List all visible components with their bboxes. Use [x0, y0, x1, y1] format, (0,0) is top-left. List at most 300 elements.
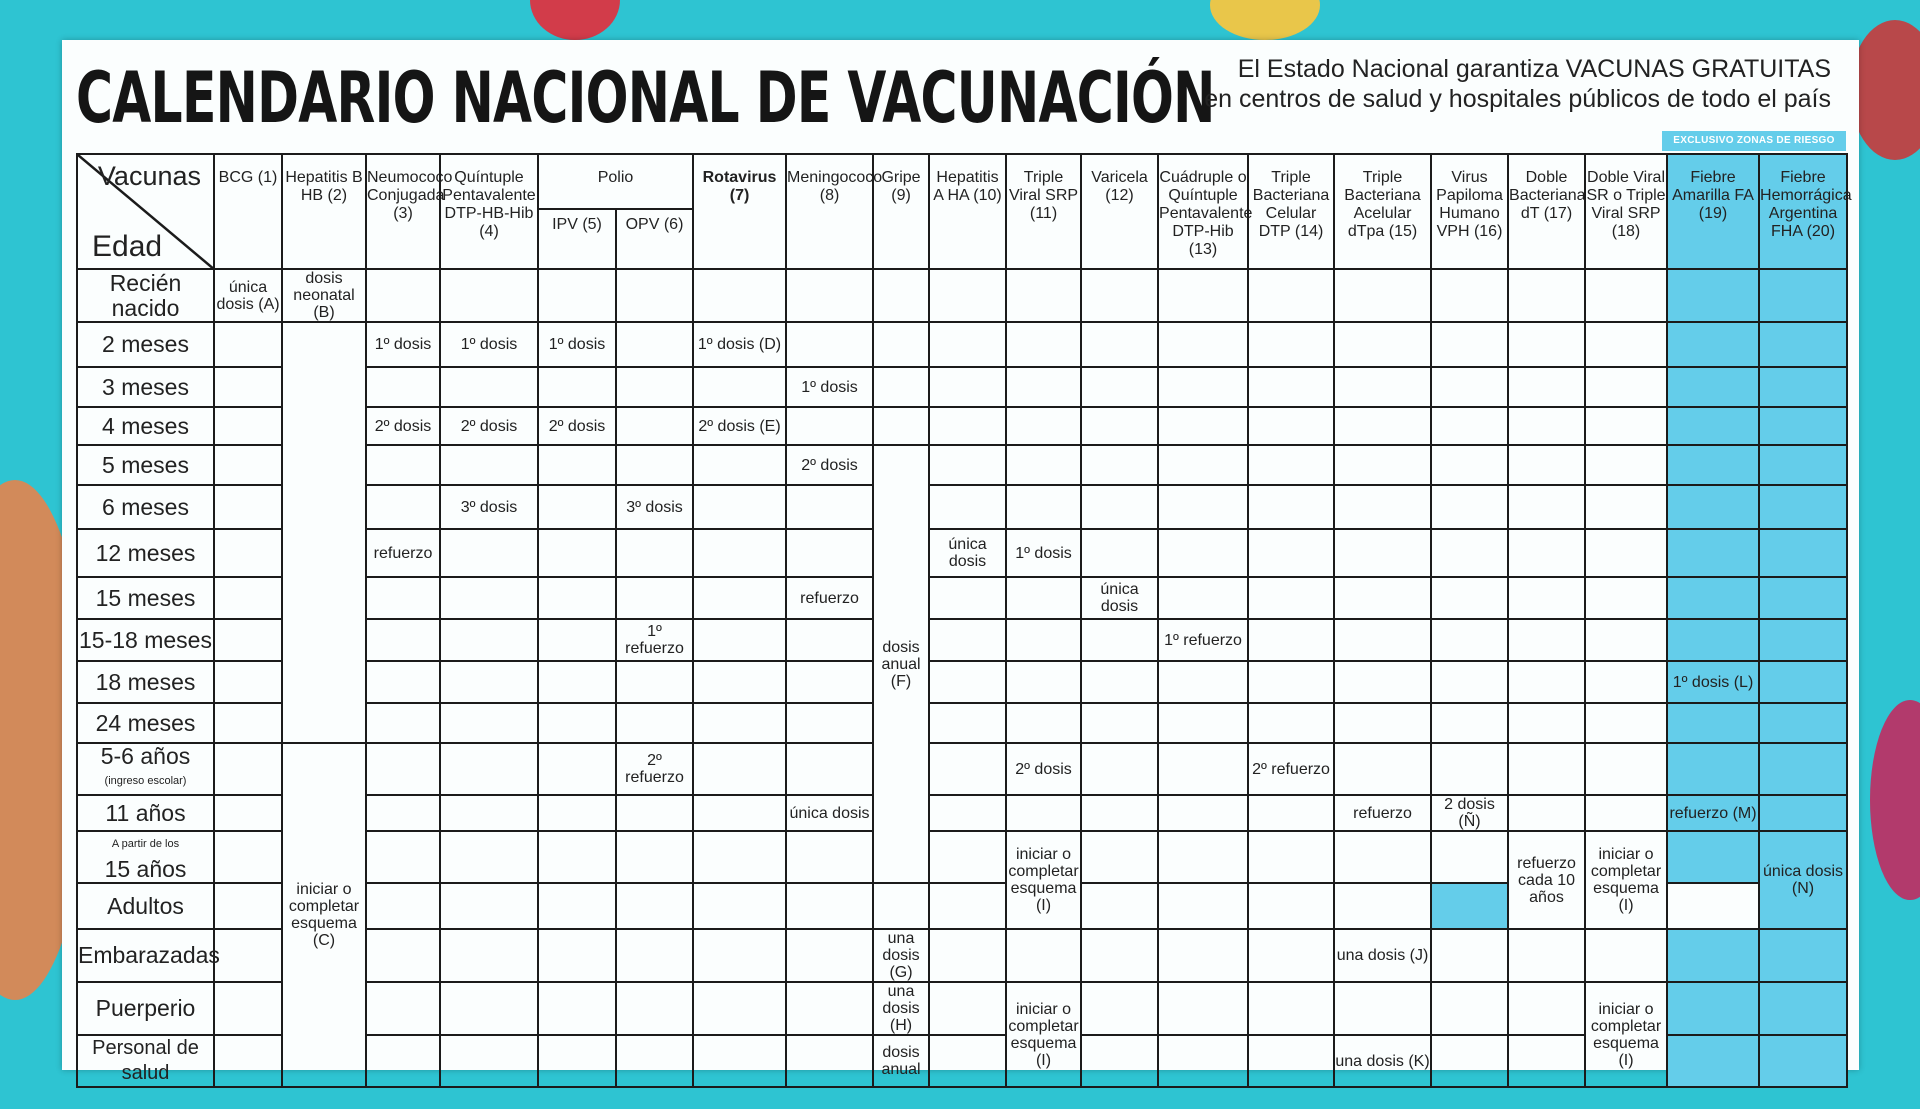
empty-cell	[929, 929, 1006, 982]
page-title: CALENDARIO NACIONAL DE VACUNACIÓN	[76, 57, 1215, 139]
empty-cell	[786, 269, 873, 322]
empty-cell	[440, 831, 538, 883]
empty-cell	[1508, 269, 1585, 322]
empty-cell	[440, 529, 538, 577]
age-label: 15 meses	[77, 577, 214, 619]
age-label: 2 meses	[77, 322, 214, 367]
empty-cell	[1759, 795, 1847, 831]
empty-cell	[1248, 831, 1334, 883]
empty-cell	[1006, 795, 1081, 831]
empty-cell	[1006, 929, 1081, 982]
empty-cell	[1158, 529, 1248, 577]
empty-cell	[366, 703, 440, 743]
empty-cell	[1431, 703, 1508, 743]
empty-cell	[440, 269, 538, 322]
empty-cell	[929, 661, 1006, 703]
table-row	[77, 322, 1847, 367]
dose-cell: 2º dosis	[366, 407, 440, 445]
empty-cell	[214, 485, 282, 529]
empty-cell	[929, 269, 1006, 322]
empty-cell	[214, 322, 282, 367]
subtitle-line-1: El Estado Nacional garantiza VACUNAS GRATUITAS	[1237, 55, 1831, 83]
header-gripe: Gripe (9)	[873, 154, 929, 269]
dose-cell: 2º dosis	[1006, 743, 1081, 795]
empty-cell	[214, 1035, 282, 1087]
empty-cell	[366, 831, 440, 883]
dose-cell: dosis anual (F)	[873, 445, 929, 883]
dose-cell: una dosis (J)	[1334, 929, 1431, 982]
header-hepb: Hepatitis B HB (2)	[282, 154, 366, 269]
dose-cell: única dosis	[1081, 577, 1158, 619]
empty-cell	[214, 831, 282, 883]
empty-cell	[693, 485, 786, 529]
empty-cell	[786, 529, 873, 577]
empty-cell	[693, 269, 786, 322]
empty-cell	[786, 661, 873, 703]
header-fiebre-hemorragica: Fiebre Hemorrágica Argentina FHA (20)	[1759, 154, 1847, 269]
empty-cell	[1006, 703, 1081, 743]
empty-cell	[214, 407, 282, 445]
empty-cell	[282, 322, 366, 743]
age-label: 11 años	[77, 795, 214, 831]
empty-cell	[1431, 883, 1508, 929]
empty-cell	[1248, 883, 1334, 929]
empty-cell	[693, 1035, 786, 1087]
vaccination-table-wrap	[76, 153, 1852, 1084]
empty-cell	[1158, 831, 1248, 883]
empty-cell	[538, 883, 616, 929]
empty-cell	[1667, 619, 1759, 661]
empty-cell	[214, 529, 282, 577]
empty-cell	[366, 982, 440, 1035]
empty-cell	[1759, 407, 1847, 445]
empty-cell	[929, 322, 1006, 367]
empty-cell	[1759, 269, 1847, 322]
empty-cell	[1431, 322, 1508, 367]
empty-cell	[214, 703, 282, 743]
empty-cell	[1585, 743, 1667, 795]
empty-cell	[1081, 269, 1158, 322]
empty-cell	[1158, 883, 1248, 929]
empty-cell	[1334, 577, 1431, 619]
empty-cell	[1431, 407, 1508, 445]
empty-cell	[1585, 407, 1667, 445]
empty-cell	[1585, 929, 1667, 982]
empty-cell	[786, 322, 873, 367]
empty-cell	[1431, 269, 1508, 322]
dose-cell: dosis anual	[873, 1035, 929, 1087]
empty-cell	[929, 743, 1006, 795]
dose-cell: 3º dosis	[440, 485, 538, 529]
empty-cell	[366, 883, 440, 929]
empty-cell	[929, 1035, 1006, 1087]
empty-cell	[1667, 407, 1759, 445]
empty-cell	[1006, 661, 1081, 703]
dose-cell: 2 dosis (Ñ)	[1431, 795, 1508, 831]
header-quintuple: Quíntuple Pentavalente DTP-HB-Hib (4)	[440, 154, 538, 269]
header-bcg: BCG (1)	[214, 154, 282, 269]
empty-cell	[1334, 982, 1431, 1035]
age-label	[77, 831, 214, 883]
empty-cell	[1081, 743, 1158, 795]
empty-cell	[1334, 485, 1431, 529]
empty-cell	[1759, 703, 1847, 743]
empty-cell	[616, 322, 693, 367]
empty-cell	[1508, 1035, 1585, 1087]
empty-cell	[873, 269, 929, 322]
header-vph: Virus Papiloma Humano VPH (16)	[1431, 154, 1508, 269]
age-label: 3 meses	[77, 367, 214, 407]
empty-cell	[1334, 322, 1431, 367]
empty-cell	[693, 577, 786, 619]
empty-cell	[1248, 577, 1334, 619]
empty-cell	[1667, 322, 1759, 367]
dose-cell: iniciar o completar esquema (I)	[1585, 831, 1667, 929]
empty-cell	[1431, 485, 1508, 529]
header-ipv: IPV (5)	[538, 209, 616, 269]
empty-cell	[538, 831, 616, 883]
empty-cell	[1248, 407, 1334, 445]
empty-cell	[1585, 485, 1667, 529]
empty-cell	[1759, 619, 1847, 661]
empty-cell	[1158, 407, 1248, 445]
empty-cell	[616, 269, 693, 322]
empty-cell	[1585, 367, 1667, 407]
empty-cell	[1759, 529, 1847, 577]
vaccination-calendar-card	[62, 40, 1859, 1084]
empty-cell	[1248, 982, 1334, 1035]
background-virus-decoration	[1870, 700, 1920, 900]
empty-cell	[929, 577, 1006, 619]
dose-cell: única dosis (N)	[1759, 831, 1847, 929]
header-neumococo: Neumococo Conjugada (3)	[366, 154, 440, 269]
empty-cell	[538, 703, 616, 743]
empty-cell	[616, 831, 693, 883]
empty-cell	[214, 883, 282, 929]
empty-cell	[1508, 322, 1585, 367]
empty-cell	[1081, 929, 1158, 982]
empty-cell	[929, 795, 1006, 831]
vaccination-table	[76, 153, 1852, 1088]
age-label: Adultos	[77, 883, 214, 929]
empty-cell	[616, 445, 693, 485]
empty-cell	[214, 661, 282, 703]
empty-cell	[1431, 982, 1508, 1035]
empty-cell	[1081, 661, 1158, 703]
empty-cell	[1006, 485, 1081, 529]
empty-cell	[538, 661, 616, 703]
empty-cell	[1585, 795, 1667, 831]
empty-cell	[786, 485, 873, 529]
empty-cell	[1431, 661, 1508, 703]
empty-cell	[1508, 982, 1585, 1035]
empty-cell	[366, 1035, 440, 1087]
dose-cell: una dosis (K)	[1334, 1035, 1431, 1087]
empty-cell	[616, 367, 693, 407]
empty-cell	[1081, 1035, 1158, 1087]
empty-cell	[693, 661, 786, 703]
empty-cell	[366, 577, 440, 619]
empty-cell	[1431, 367, 1508, 407]
empty-cell	[1334, 407, 1431, 445]
empty-cell	[1081, 367, 1158, 407]
empty-cell	[1508, 529, 1585, 577]
empty-cell	[1081, 703, 1158, 743]
empty-cell	[616, 407, 693, 445]
empty-cell	[1334, 831, 1431, 883]
empty-cell	[1248, 795, 1334, 831]
empty-cell	[538, 743, 616, 795]
empty-cell	[1334, 703, 1431, 743]
empty-cell	[1158, 929, 1248, 982]
header-varicela: Varicela (12)	[1081, 154, 1158, 269]
empty-cell	[786, 1035, 873, 1087]
empty-cell	[1759, 929, 1847, 982]
empty-cell	[1248, 661, 1334, 703]
empty-cell	[1508, 743, 1585, 795]
empty-cell	[1248, 1035, 1334, 1087]
age-label: 24 meses	[77, 703, 214, 743]
background-virus-decoration	[1210, 0, 1320, 40]
corner-header	[77, 154, 214, 269]
empty-cell	[1081, 322, 1158, 367]
empty-cell	[440, 795, 538, 831]
empty-cell	[1585, 661, 1667, 703]
empty-cell	[1006, 407, 1081, 445]
empty-cell	[616, 661, 693, 703]
empty-cell	[538, 529, 616, 577]
empty-cell	[693, 929, 786, 982]
empty-cell	[929, 703, 1006, 743]
dose-cell: 1º dosis	[440, 322, 538, 367]
empty-cell	[1006, 322, 1081, 367]
empty-cell	[1081, 485, 1158, 529]
empty-cell	[1667, 929, 1759, 982]
empty-cell	[616, 795, 693, 831]
empty-cell	[440, 577, 538, 619]
table-row	[77, 269, 1847, 322]
empty-cell	[786, 929, 873, 982]
empty-cell	[1431, 1035, 1508, 1087]
empty-cell	[1667, 269, 1759, 322]
empty-cell	[786, 703, 873, 743]
empty-cell	[1585, 445, 1667, 485]
dose-cell: iniciar o completar esquema (I)	[1006, 982, 1081, 1087]
dose-cell: iniciar o completar esquema (I)	[1585, 982, 1667, 1087]
age-label: Recién nacido	[77, 269, 214, 322]
empty-cell	[1334, 743, 1431, 795]
empty-cell	[693, 529, 786, 577]
empty-cell	[366, 445, 440, 485]
empty-cell	[1158, 269, 1248, 322]
empty-cell	[538, 485, 616, 529]
empty-cell	[1667, 577, 1759, 619]
empty-cell	[538, 577, 616, 619]
empty-cell	[1431, 445, 1508, 485]
empty-cell	[1585, 577, 1667, 619]
empty-cell	[1759, 1035, 1847, 1087]
empty-cell	[440, 982, 538, 1035]
header-triple-acelular: Triple Bacteriana Acelular dTpa (15)	[1334, 154, 1431, 269]
header-rotavirus: Rotavirus (7)	[693, 154, 786, 269]
empty-cell	[786, 743, 873, 795]
dose-cell: iniciar o completar esquema (C)	[282, 743, 366, 1087]
dose-cell: una dosis (H)	[873, 982, 929, 1035]
empty-cell	[1248, 485, 1334, 529]
empty-cell	[440, 619, 538, 661]
empty-cell	[440, 1035, 538, 1087]
dose-cell: 1º dosis	[1006, 529, 1081, 577]
header-doble-viral: Doble Viral SR o Triple Viral SRP (18)	[1585, 154, 1667, 269]
empty-cell	[214, 619, 282, 661]
dose-cell: 2º refuerzo	[1248, 743, 1334, 795]
empty-cell	[214, 982, 282, 1035]
empty-cell	[873, 407, 929, 445]
background-virus-decoration	[530, 0, 620, 40]
empty-cell	[1431, 529, 1508, 577]
empty-cell	[1667, 982, 1759, 1035]
empty-cell	[1508, 445, 1585, 485]
empty-cell	[1431, 831, 1508, 883]
empty-cell	[440, 929, 538, 982]
empty-cell	[786, 619, 873, 661]
empty-cell	[1585, 619, 1667, 661]
empty-cell	[929, 619, 1006, 661]
empty-cell	[366, 485, 440, 529]
empty-cell	[1248, 445, 1334, 485]
empty-cell	[1081, 445, 1158, 485]
empty-cell	[1334, 883, 1431, 929]
dose-cell: única dosis (A)	[214, 269, 282, 322]
empty-cell	[1759, 577, 1847, 619]
empty-cell	[1667, 703, 1759, 743]
dose-cell: 1º dosis	[538, 322, 616, 367]
empty-cell	[1759, 485, 1847, 529]
empty-cell	[1508, 367, 1585, 407]
empty-cell	[440, 703, 538, 743]
vaccines-axis-label: Vacunas	[97, 161, 201, 191]
empty-cell	[1585, 322, 1667, 367]
empty-cell	[786, 982, 873, 1035]
dose-cell: 2º dosis	[440, 407, 538, 445]
background-virus-decoration	[1850, 20, 1920, 160]
empty-cell	[1248, 269, 1334, 322]
empty-cell	[1248, 929, 1334, 982]
empty-cell	[440, 743, 538, 795]
empty-cell	[366, 367, 440, 407]
age-label: 12 meses	[77, 529, 214, 577]
empty-cell	[1158, 367, 1248, 407]
age-label: Embarazadas	[77, 929, 214, 982]
empty-cell	[1081, 795, 1158, 831]
empty-cell	[929, 831, 1006, 883]
empty-cell	[440, 883, 538, 929]
empty-cell	[1158, 322, 1248, 367]
empty-cell	[616, 929, 693, 982]
dose-cell: refuerzo	[786, 577, 873, 619]
empty-cell	[1431, 743, 1508, 795]
empty-cell	[1081, 831, 1158, 883]
empty-cell	[440, 445, 538, 485]
empty-cell	[1334, 445, 1431, 485]
empty-cell	[1248, 322, 1334, 367]
empty-cell	[1759, 661, 1847, 703]
empty-cell	[214, 743, 282, 795]
empty-cell	[1006, 619, 1081, 661]
empty-cell	[1431, 619, 1508, 661]
empty-cell	[366, 619, 440, 661]
dose-cell: 1º dosis	[786, 367, 873, 407]
empty-cell	[616, 577, 693, 619]
empty-cell	[1667, 743, 1759, 795]
empty-cell	[929, 445, 1006, 485]
empty-cell	[440, 367, 538, 407]
empty-cell	[786, 883, 873, 929]
empty-cell	[1667, 445, 1759, 485]
empty-cell	[1508, 577, 1585, 619]
header-polio: Polio	[538, 154, 693, 209]
age-label-main: 5-6 años	[100, 743, 191, 769]
empty-cell	[616, 529, 693, 577]
empty-cell	[1585, 529, 1667, 577]
empty-cell	[616, 1035, 693, 1087]
dose-cell: 2º dosis (E)	[693, 407, 786, 445]
empty-cell	[1158, 577, 1248, 619]
empty-cell	[1158, 703, 1248, 743]
dose-cell: iniciar o completar esquema (I)	[1006, 831, 1081, 929]
dose-cell: 2º dosis	[538, 407, 616, 445]
empty-cell	[693, 831, 786, 883]
dose-cell: dosis neonatal (B)	[282, 269, 366, 322]
empty-cell	[1248, 703, 1334, 743]
empty-cell	[1081, 529, 1158, 577]
empty-cell	[873, 883, 929, 929]
empty-cell	[1508, 485, 1585, 529]
empty-cell	[1081, 982, 1158, 1035]
age-label: 15-18 meses	[77, 619, 214, 661]
empty-cell	[538, 269, 616, 322]
empty-cell	[214, 929, 282, 982]
age-label: Personal de salud	[77, 1035, 214, 1087]
empty-cell	[1158, 795, 1248, 831]
empty-cell	[1334, 619, 1431, 661]
age-label-prefix: A partir de los	[111, 838, 180, 850]
dose-cell: 2º dosis	[786, 445, 873, 485]
empty-cell	[693, 743, 786, 795]
empty-cell	[1158, 445, 1248, 485]
empty-cell	[1759, 982, 1847, 1035]
header-triple-viral: Triple Viral SRP (11)	[1006, 154, 1081, 269]
dose-cell: refuerzo (M)	[1667, 795, 1759, 831]
dose-cell: única dosis	[786, 795, 873, 831]
empty-cell	[1508, 619, 1585, 661]
empty-cell	[616, 703, 693, 743]
dose-cell: 1º refuerzo	[616, 619, 693, 661]
dose-cell: 1º dosis	[366, 322, 440, 367]
empty-cell	[538, 982, 616, 1035]
empty-cell	[1334, 269, 1431, 322]
empty-cell	[693, 367, 786, 407]
dose-cell: 1º dosis (L)	[1667, 661, 1759, 703]
dose-cell: 3º dosis	[616, 485, 693, 529]
empty-cell	[693, 619, 786, 661]
age-label-main: 15 años	[104, 856, 187, 882]
empty-cell	[1248, 529, 1334, 577]
empty-cell	[929, 367, 1006, 407]
header-fiebre-amarilla: Fiebre Amarilla FA (19)	[1667, 154, 1759, 269]
empty-cell	[366, 743, 440, 795]
age-label: 18 meses	[77, 661, 214, 703]
